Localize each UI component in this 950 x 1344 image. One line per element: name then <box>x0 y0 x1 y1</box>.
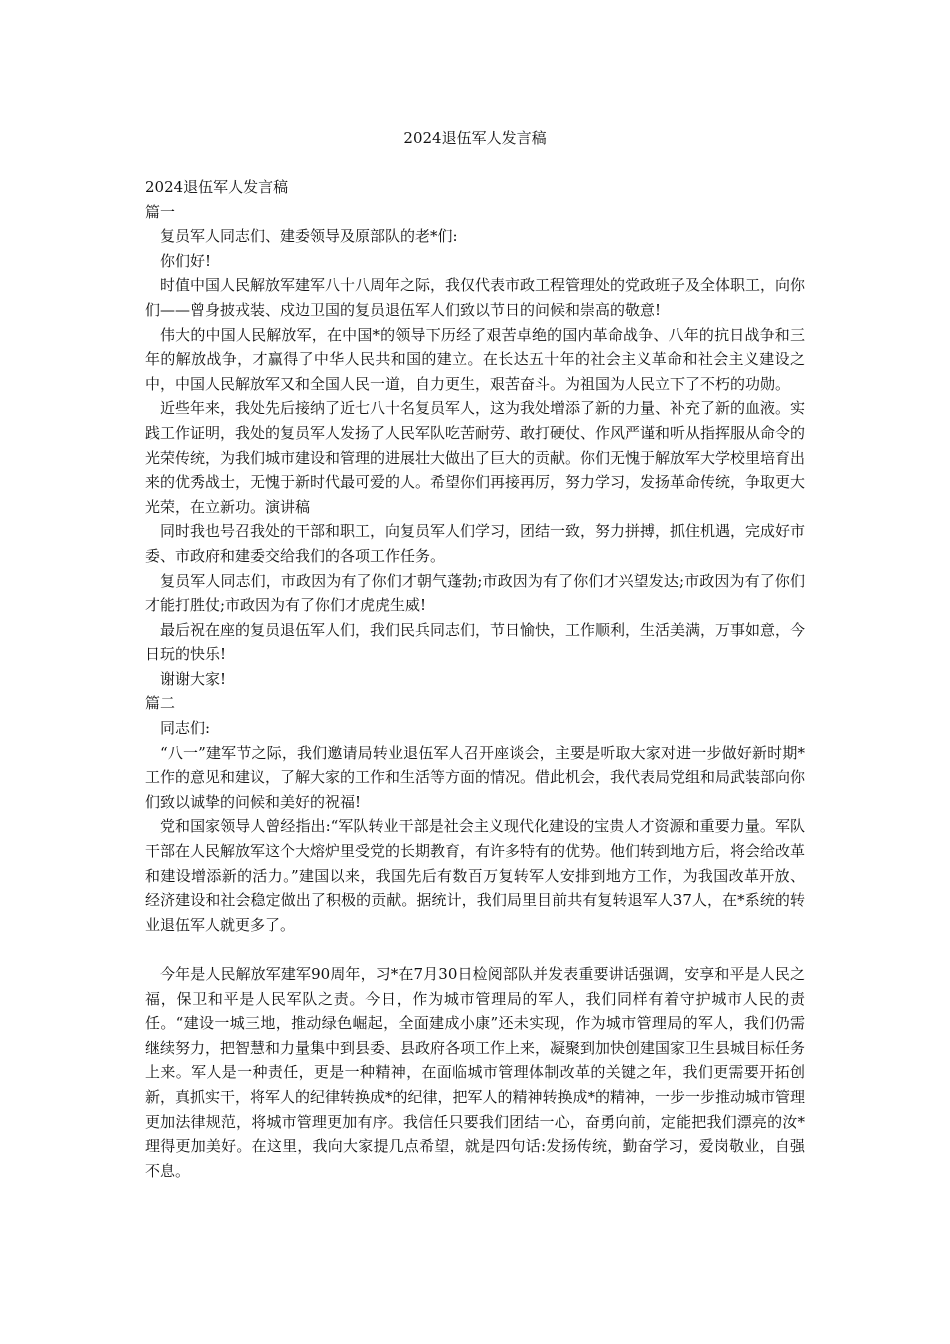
paragraph-list <box>145 200 805 1184</box>
paragraph: 复员军人同志们、建委领导及原部队的老*们: <box>160 227 458 246</box>
paragraph: 你们好! <box>160 251 212 270</box>
document-subtitle: 2024退伍军人发言稿 <box>145 178 289 196</box>
paragraph: 今年是人民解放军建军90周年，习*在7月30日检阅部队并发表重要讲话强调，安享和平是人民之福，保卫和平是人民军队之责。今日，作为城市管理局的军人，我们同样有着守护城市人民的责任。“建设一城三地，推动绿色崛起，全面建成小康”还未实现，作为城市管理局的军人，我们仍需继续努力，把智慧和力量集中到县委、县政府各项工作上来，凝聚到加快创建国家卫生县城目标任务上来。军人是一种责任，更是一种精神，在面临城市管理体制改革的关键之年，我们更需要开拓创新，真抓实干，将军人的纪律转换成*的纪律，把军人的精神转换成*的精神，一步一步推动城市管理更加法律规范，将城市管理更加有序。我信任只要我们团结一心，奋勇向前，定能把我们漂亮的汝*理得更加美好。在这里，我向大家提几点希望，就是四句话:发扬传统，勤奋学习，爱岗敬业，自强不息。 <box>145 965 806 1180</box>
paragraph: 近些年来，我处先后接纳了近七八十名复员军人，这为我处增添了新的力量、补充了新的血液。实践工作证明，我处的复员军人发扬了人民军队吃苦耐劳、敢打硬仗、作风严谨和听从指挥服从命令的光荣传统，为我们城市建设和管理的进展壮大做出了巨大的贡献。你们无愧于解放军大学校里培育出来的优秀战士，无愧于新时代最可爱的人。希望你们再接再厉，努力学习，发扬革命传统，争取更大光荣，在立新功。演讲稿 <box>145 399 806 516</box>
paragraph: “八一”建军节之际，我们邀请局转业退伍军人召开座谈会，主要是听取大家对进一步做好新时期*工作的意见和建议，了解大家的工作和生活等方面的情况。借此机会，我代表局党组和局武装部向你们致以诚挚的问候和美好的祝福! <box>145 743 806 811</box>
paragraph: 伟大的中国人民解放军，在中国*的领导下历经了艰苦卓绝的国内革命战争、八年的抗日战争和三年的解放战争，才赢得了中华人民共和国的建立。在长达五十年的社会主义革命和社会主义建设之中，中国人民解放军又和全国人民一道，自力更生，艰苦奋斗。为祖国为人民立下了不朽的功勋。 <box>145 325 805 393</box>
document-title: 2024退伍军人发言稿 <box>403 129 547 147</box>
paragraph: 同志们: <box>160 719 211 738</box>
section-heading: 篇二 <box>145 694 176 713</box>
document-body <box>145 175 805 1183</box>
paragraph: 谢谢大家! <box>160 669 227 688</box>
paragraph: 最后祝在座的复员退伍军人们，我们民兵同志们，节日愉快，工作顺利，生活美满，万事如意，今日玩的快乐! <box>145 620 806 664</box>
paragraph-spacer <box>145 937 805 962</box>
paragraph: 党和国家领导人曾经指出:“军队转业干部是社会主义现代化建设的宝贵人才资源和重要力量。军队干部在人民解放军这个大熔炉里受党的长期教育，有许多特有的优势。他们转到地方后，将会给改革和建设增添新的活力。”建国以来，我国先后有数百万复转军人安排到地方工作，为我国改革开放、经济建设和社会稳定做出了积极的贡献。据统计，我们局里目前共有复转退军人37人，在*系统的转业退伍军人就更多了。 <box>145 817 806 934</box>
paragraph: 时值中国人民解放军建军八十八周年之际，我仅代表市政工程管理处的党政班子及全体职工，向你们——曾身披戎装、戍边卫国的复员退伍军人们致以节日的问候和崇高的敬意! <box>145 276 806 319</box>
paragraph: 同时我也号召我处的干部和职工，向复员军人们学习，团结一致，努力拼搏，抓住机遇，完成好市委、市政府和建委交给我们的各项工作任务。 <box>145 522 806 565</box>
section-heading: 篇一 <box>145 202 176 221</box>
paragraph: 复员军人同志们，市政因为有了你们才朝气蓬勃;市政因为有了你们才兴望发达;市政因为有了你们才能打胜仗;市政因为有了你们才虎虎生威! <box>145 571 805 615</box>
